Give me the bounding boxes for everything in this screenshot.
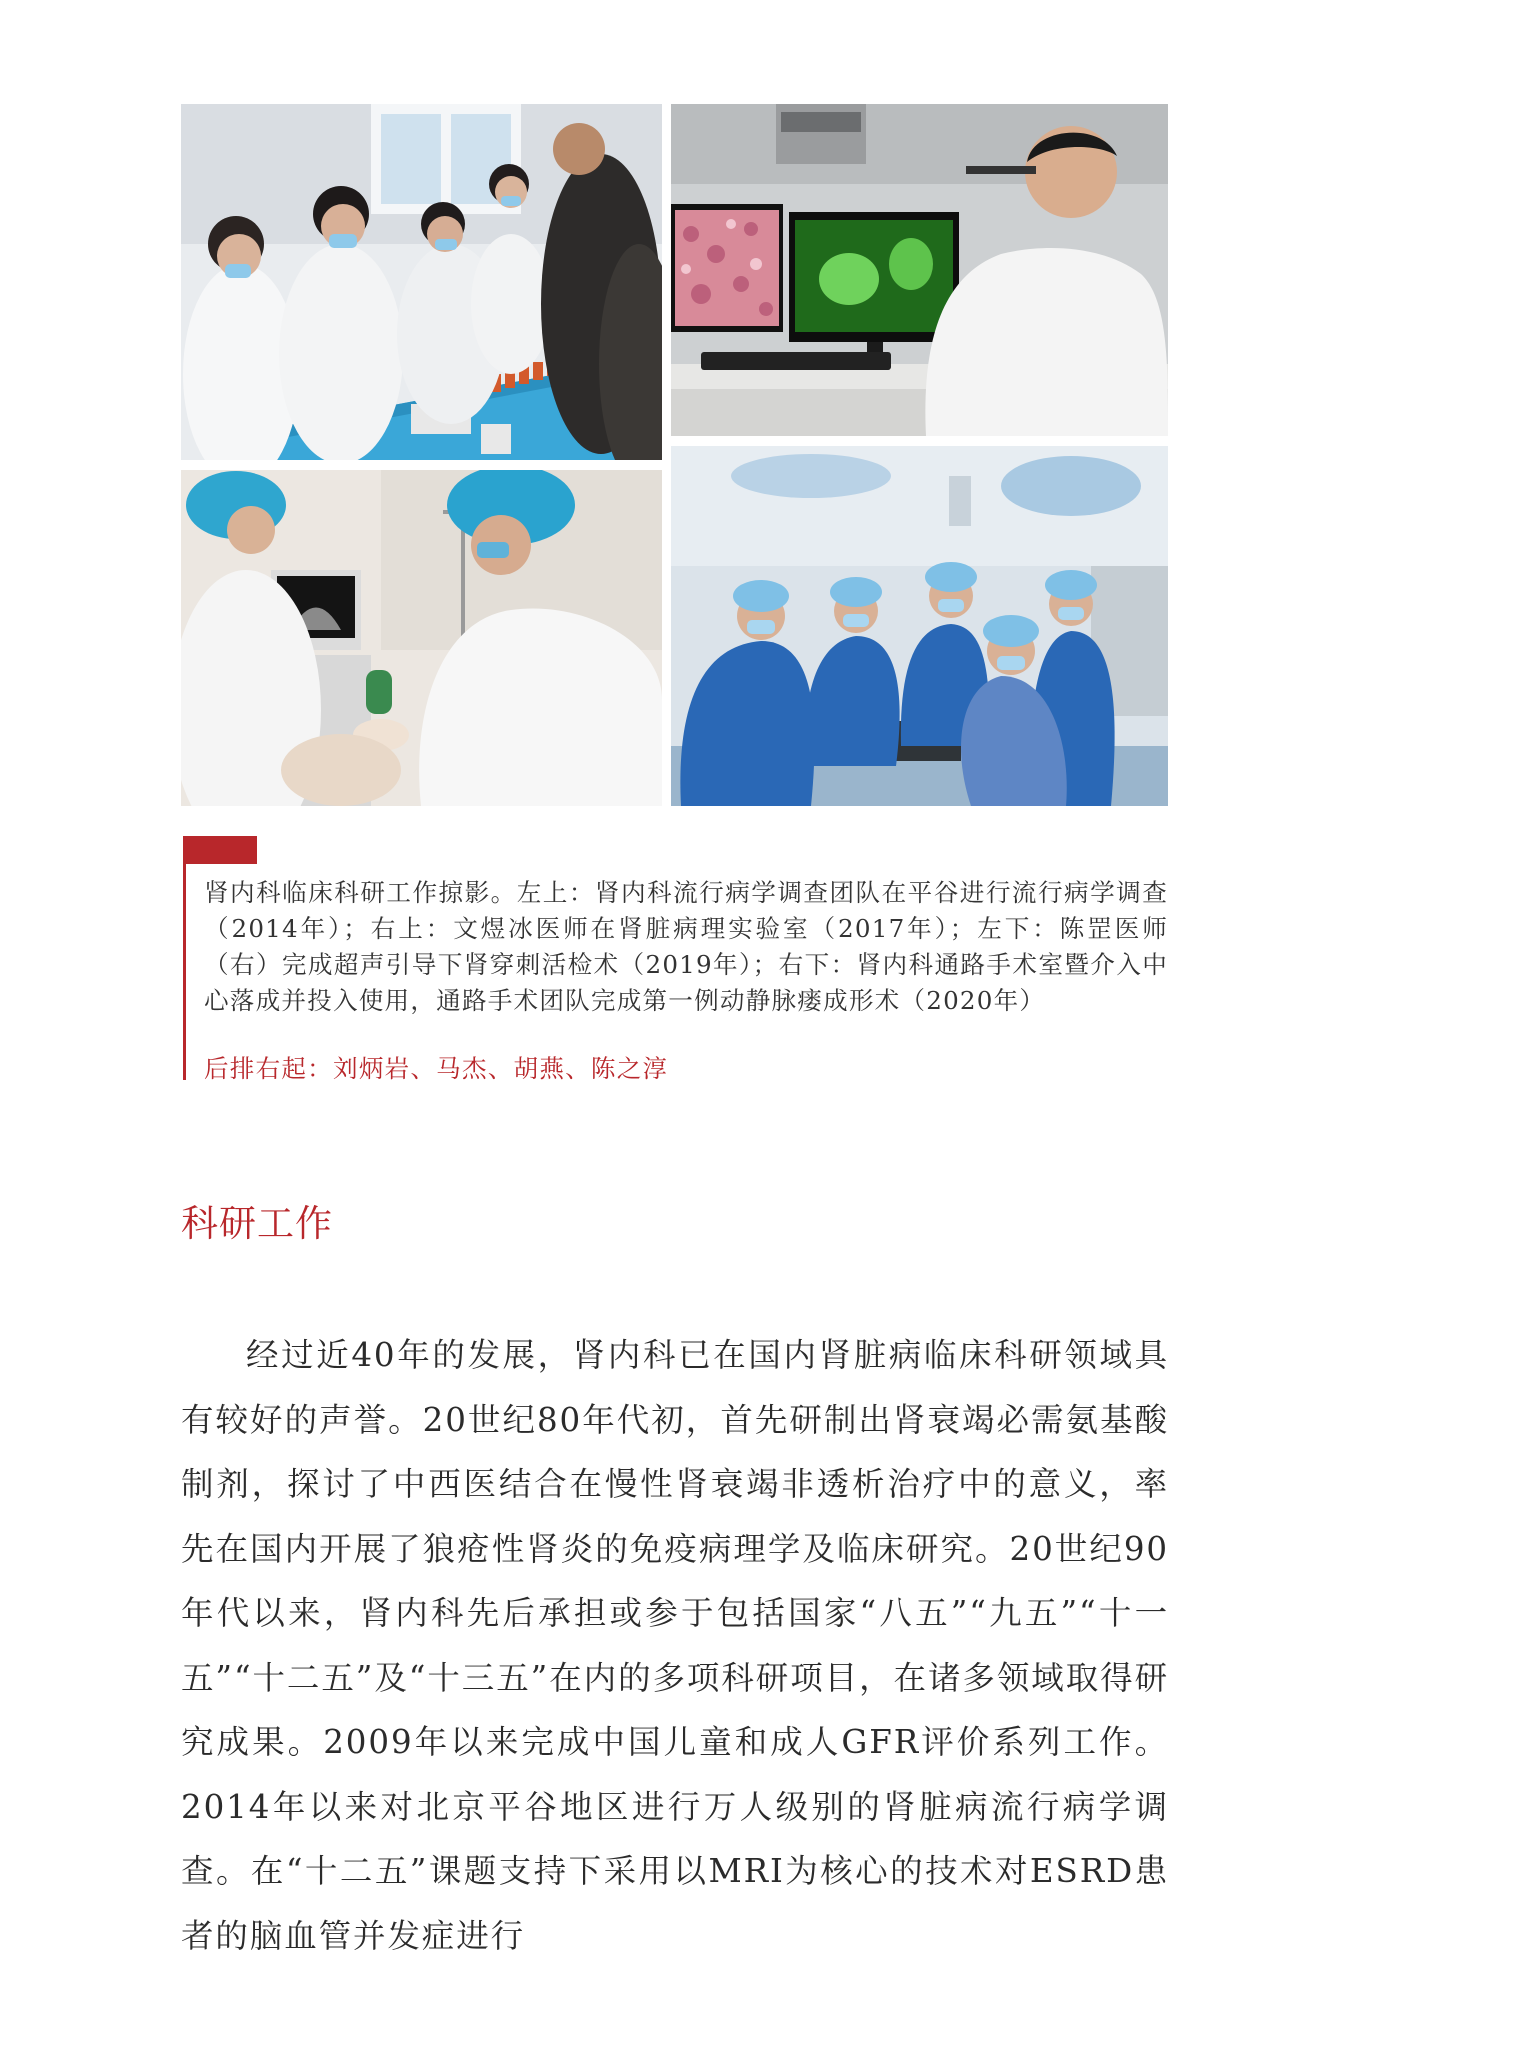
photo-surgical-team-image xyxy=(671,446,1168,806)
caption-accent-rule xyxy=(183,864,186,1080)
body-paragraph: 经过近40年的发展，肾内科已在国内肾脏病临床科研领域具有较好的声誉。20世纪80年代初，首先研制出肾衰竭必需氨基酸制剂，探讨了中西医结合在慢性肾衰竭非透析治疗中的意义，率先在国内开展了狼疮性肾炎的免疫病理学及临床研究。20世纪90年代以来，肾内科先后承担或参于包括国家“八五”“九五”“十一五”“十二五”及“十三五”在内的多项科研项目，在诸多领域取得研究成果。2009年以来完成中国儿童和成人GFR评价系列工作。2014年以来对北京平谷地区进行万人级别的肾脏病流行病学调查。在“十二五”课题支持下采用以MRI为核心的技术对ESRD患者的脑血管并发症进行 xyxy=(181,1336,1169,1955)
photo-ultrasound-biopsy xyxy=(181,470,662,806)
photo-ultrasound-biopsy-image xyxy=(181,470,662,806)
photo-credit: 后排右起：刘炳岩、马杰、胡燕、陈之淳 xyxy=(204,1054,669,1083)
photo-surgical-team xyxy=(671,446,1168,806)
photo-epidemiology-survey xyxy=(181,104,662,460)
photo-caption: 肾内科临床科研工作掠影。左上：肾内科流行病学调查团队在平谷进行流行病学调查（2014年）；右上：文煜冰医师在肾脏病理实验室（2017年）；左下：陈罡医师（右）完成超声引导下肾穿刺活检术（2019年）；右下：肾内科通路手术室暨介入中心落成并投入使用，通路手术团队完成第一例动静脉瘘成形术（2020年） xyxy=(204,878,1168,1015)
photo-epidemiology-survey-image xyxy=(181,104,662,460)
section-title: 科研工作 xyxy=(181,1202,333,1245)
caption-accent-bar xyxy=(183,836,257,864)
photo-pathology-lab-image xyxy=(671,104,1168,436)
photo-pathology-lab xyxy=(671,104,1168,436)
